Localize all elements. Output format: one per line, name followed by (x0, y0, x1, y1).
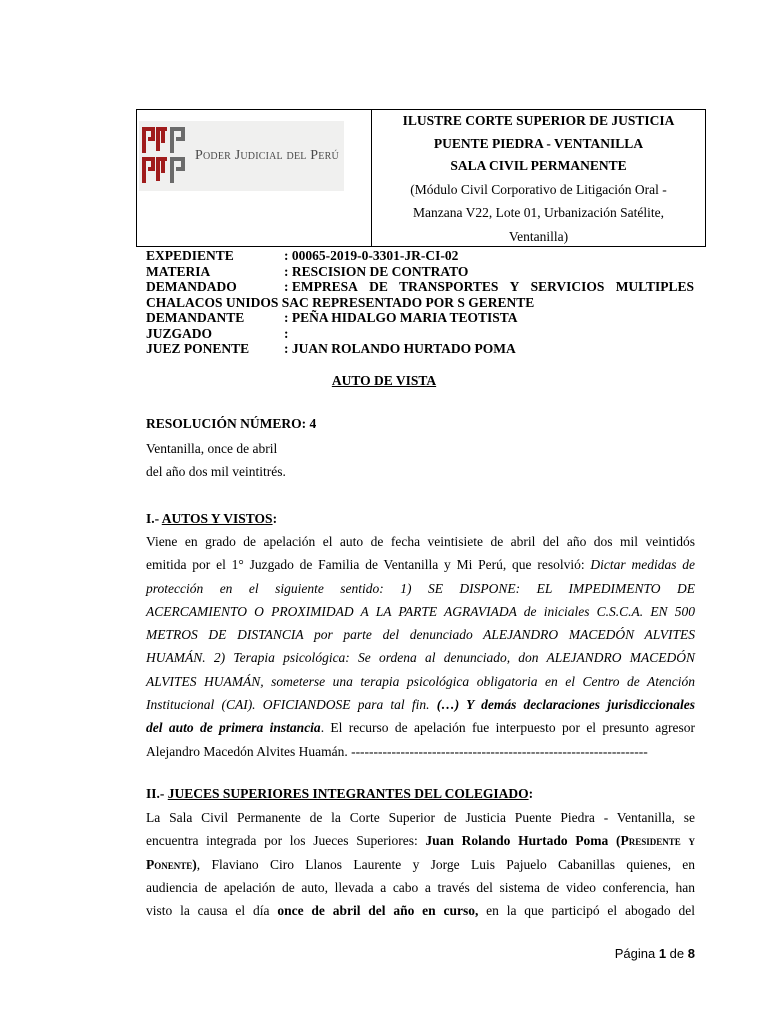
section-paragraph-jueces (146, 806, 695, 922)
materia-label: MATERIA (146, 263, 211, 279)
demandado-value-cont: CHALACOS UNIDOS SAC REPRESENTADO POR S GERENTE (146, 294, 535, 310)
paragraph-line: Alejandro Macedón Alvites Huamán. ------------------------------------------------------------------ (146, 743, 648, 759)
demandado-label: DEMANDADO (146, 279, 237, 294)
juzgado-value: : (284, 325, 289, 341)
demandante-label: DEMANDANTE (146, 310, 245, 325)
court-district: PUENTE PIEDRA - VENTANILLA (433, 135, 644, 151)
page-number: 1 (658, 946, 667, 961)
smallcaps-run: Presidente y (620, 833, 695, 849)
section-title: JUECES SUPERIORES INTEGRANTES DEL COLEGIADO (167, 786, 529, 801)
bold-run: Juan Rolando Hurtado Poma ( (425, 833, 621, 849)
expediente-label: EXPEDIENTE (146, 248, 234, 263)
text-run: en la que participó el abogado del (478, 903, 695, 919)
date-line: Ventanilla, once de abril (146, 441, 278, 456)
demandante-row (146, 310, 694, 326)
juez-label: JUEZ PONENTE (146, 341, 250, 356)
demandado-value (284, 279, 694, 295)
resolution-number: RESOLUCIÓN NÚMERO: 4 (146, 416, 317, 431)
smallcaps-run: Ponente (146, 856, 193, 872)
paragraph-line (146, 716, 695, 739)
paragraph-line: audiencia de apelación de auto, llevada a cabo a través del sistema de video conferencia, han (146, 879, 695, 895)
bold-run: once de abril del año en curso, (277, 903, 479, 919)
materia-value: : RESCISION DE CONTRATO (284, 263, 469, 279)
logo-text: Poder Judicial del Perú (195, 148, 339, 163)
paragraph-line: protección en el siguiente sentido: 1) SE DISPONE: EL IMPEDIMENTO DE (146, 580, 695, 596)
demandado-word: MULTIPLES (615, 279, 694, 294)
juzgado-label: JUZGADO (146, 325, 213, 341)
italic-run: Dictar medidas de (590, 557, 695, 573)
section-paragraph-autos (146, 530, 695, 763)
juzgado-row (146, 326, 694, 342)
demandado-continuation (146, 295, 694, 311)
pj-emblem-icon (141, 125, 187, 187)
paragraph-line: ACERCAMIENTO O PROXIMIDAD A LA PARTE AGRAVIADA de iniciales C.S.C.A. EN 500 (146, 603, 695, 619)
section-heading-jueces (146, 786, 695, 802)
demandado-word: Y (509, 279, 520, 294)
paragraph-line (146, 853, 695, 876)
court-address-line: Ventanilla) (508, 228, 569, 244)
section-heading-autos (146, 511, 695, 527)
section-colon: : (272, 511, 278, 526)
court-name: ILUSTRE CORTE SUPERIOR DE JUSTICIA (402, 113, 675, 128)
text-run: visto la causa el día (146, 903, 278, 919)
section-title: AUTOS Y VISTOS (161, 511, 273, 526)
case-info (146, 248, 694, 357)
section-prefix: II.- (146, 786, 168, 801)
court-chamber: SALA CIVIL PERMANENTE (450, 158, 627, 173)
demandado-row (146, 279, 694, 295)
court-address-line: Manzana V22, Lote 01, Urbanización Satélite, (413, 205, 664, 220)
bold-run: ) (192, 856, 197, 872)
demandado-word: : EMPRESA (284, 279, 358, 294)
materia-row (146, 264, 694, 280)
juez-value: : JUAN ROLANDO HURTADO POMA (284, 341, 516, 356)
demandado-word: TRANSPORTES (399, 279, 499, 294)
expediente-value: : 00065-2019-0-3301-JR-CI-02 (284, 248, 459, 263)
page-word: Página (614, 946, 656, 961)
logo-cell (137, 110, 372, 246)
poder-judicial-logo (139, 121, 344, 191)
italic-run: Institucional (CAI). OFICIANDOSE para tal fin. (146, 697, 437, 713)
section-colon: : (528, 786, 534, 801)
paragraph-line: HUAMÁN. 2) Terapia psicológica: Se ordena al denunciado, don ALEJANDRO MACEDÓN (146, 650, 695, 666)
paragraph-line (146, 553, 695, 576)
demandante-value: : PEÑA HIDALGO MARIA TEOTISTA (284, 310, 518, 325)
bold-italic-run: del auto de primera instancia (146, 720, 321, 736)
text-run: . El recurso de apelación fue interpuesto por el presunto agresor (320, 720, 695, 736)
date-line: del año dos mil veintitrés. (146, 464, 286, 479)
expediente-row (146, 248, 694, 264)
paragraph-line: METROS DE DISTANCIA por parte del denunciado ALEJANDRO MACEDÓN ALVITES (146, 627, 695, 643)
demandado-word: DE (369, 279, 388, 294)
bold-italic-run: (…) Y demás declaraciones jurisdiccionales (436, 697, 695, 713)
juez-row (146, 341, 694, 357)
court-header-box (136, 109, 706, 247)
text-run: emitida por el 1° Juzgado de Familia de Ventanilla y Mi Perú, que resolvió: (146, 557, 591, 573)
text-run: encuentra integrada por los Jueces Superiores: (146, 833, 426, 849)
paragraph-line (146, 693, 695, 716)
demandado-word: SERVICIOS (530, 279, 605, 294)
paragraph-line: La Sala Civil Permanente de la Corte Superior de Justicia Puente Piedra - Ventanilla, se (146, 810, 695, 825)
page-footer (615, 946, 695, 961)
text-run: , Flaviano Ciro Llanos Laurente y Jorge Luis Pajuelo Cabanillas quienes, en (196, 856, 695, 872)
paragraph-line (146, 899, 695, 922)
document-title: AUTO DE VISTA (331, 373, 437, 388)
paragraph-line: ALVITES HUAMÁN, someterse una terapia psicológica obligatoria en el Centro de Atención (146, 673, 695, 689)
paragraph-line: Viene en grado de apelación el auto de fecha veintisiete de abril del año dos mil veintidós (146, 534, 695, 549)
paragraph-line (146, 829, 695, 852)
of-word: de (669, 946, 685, 961)
court-address-line: (Módulo Civil Corporativo de Litigación Oral - (410, 181, 667, 197)
section-prefix: I.- (146, 511, 162, 526)
court-info (372, 110, 705, 246)
page-total: 8 (687, 946, 695, 961)
